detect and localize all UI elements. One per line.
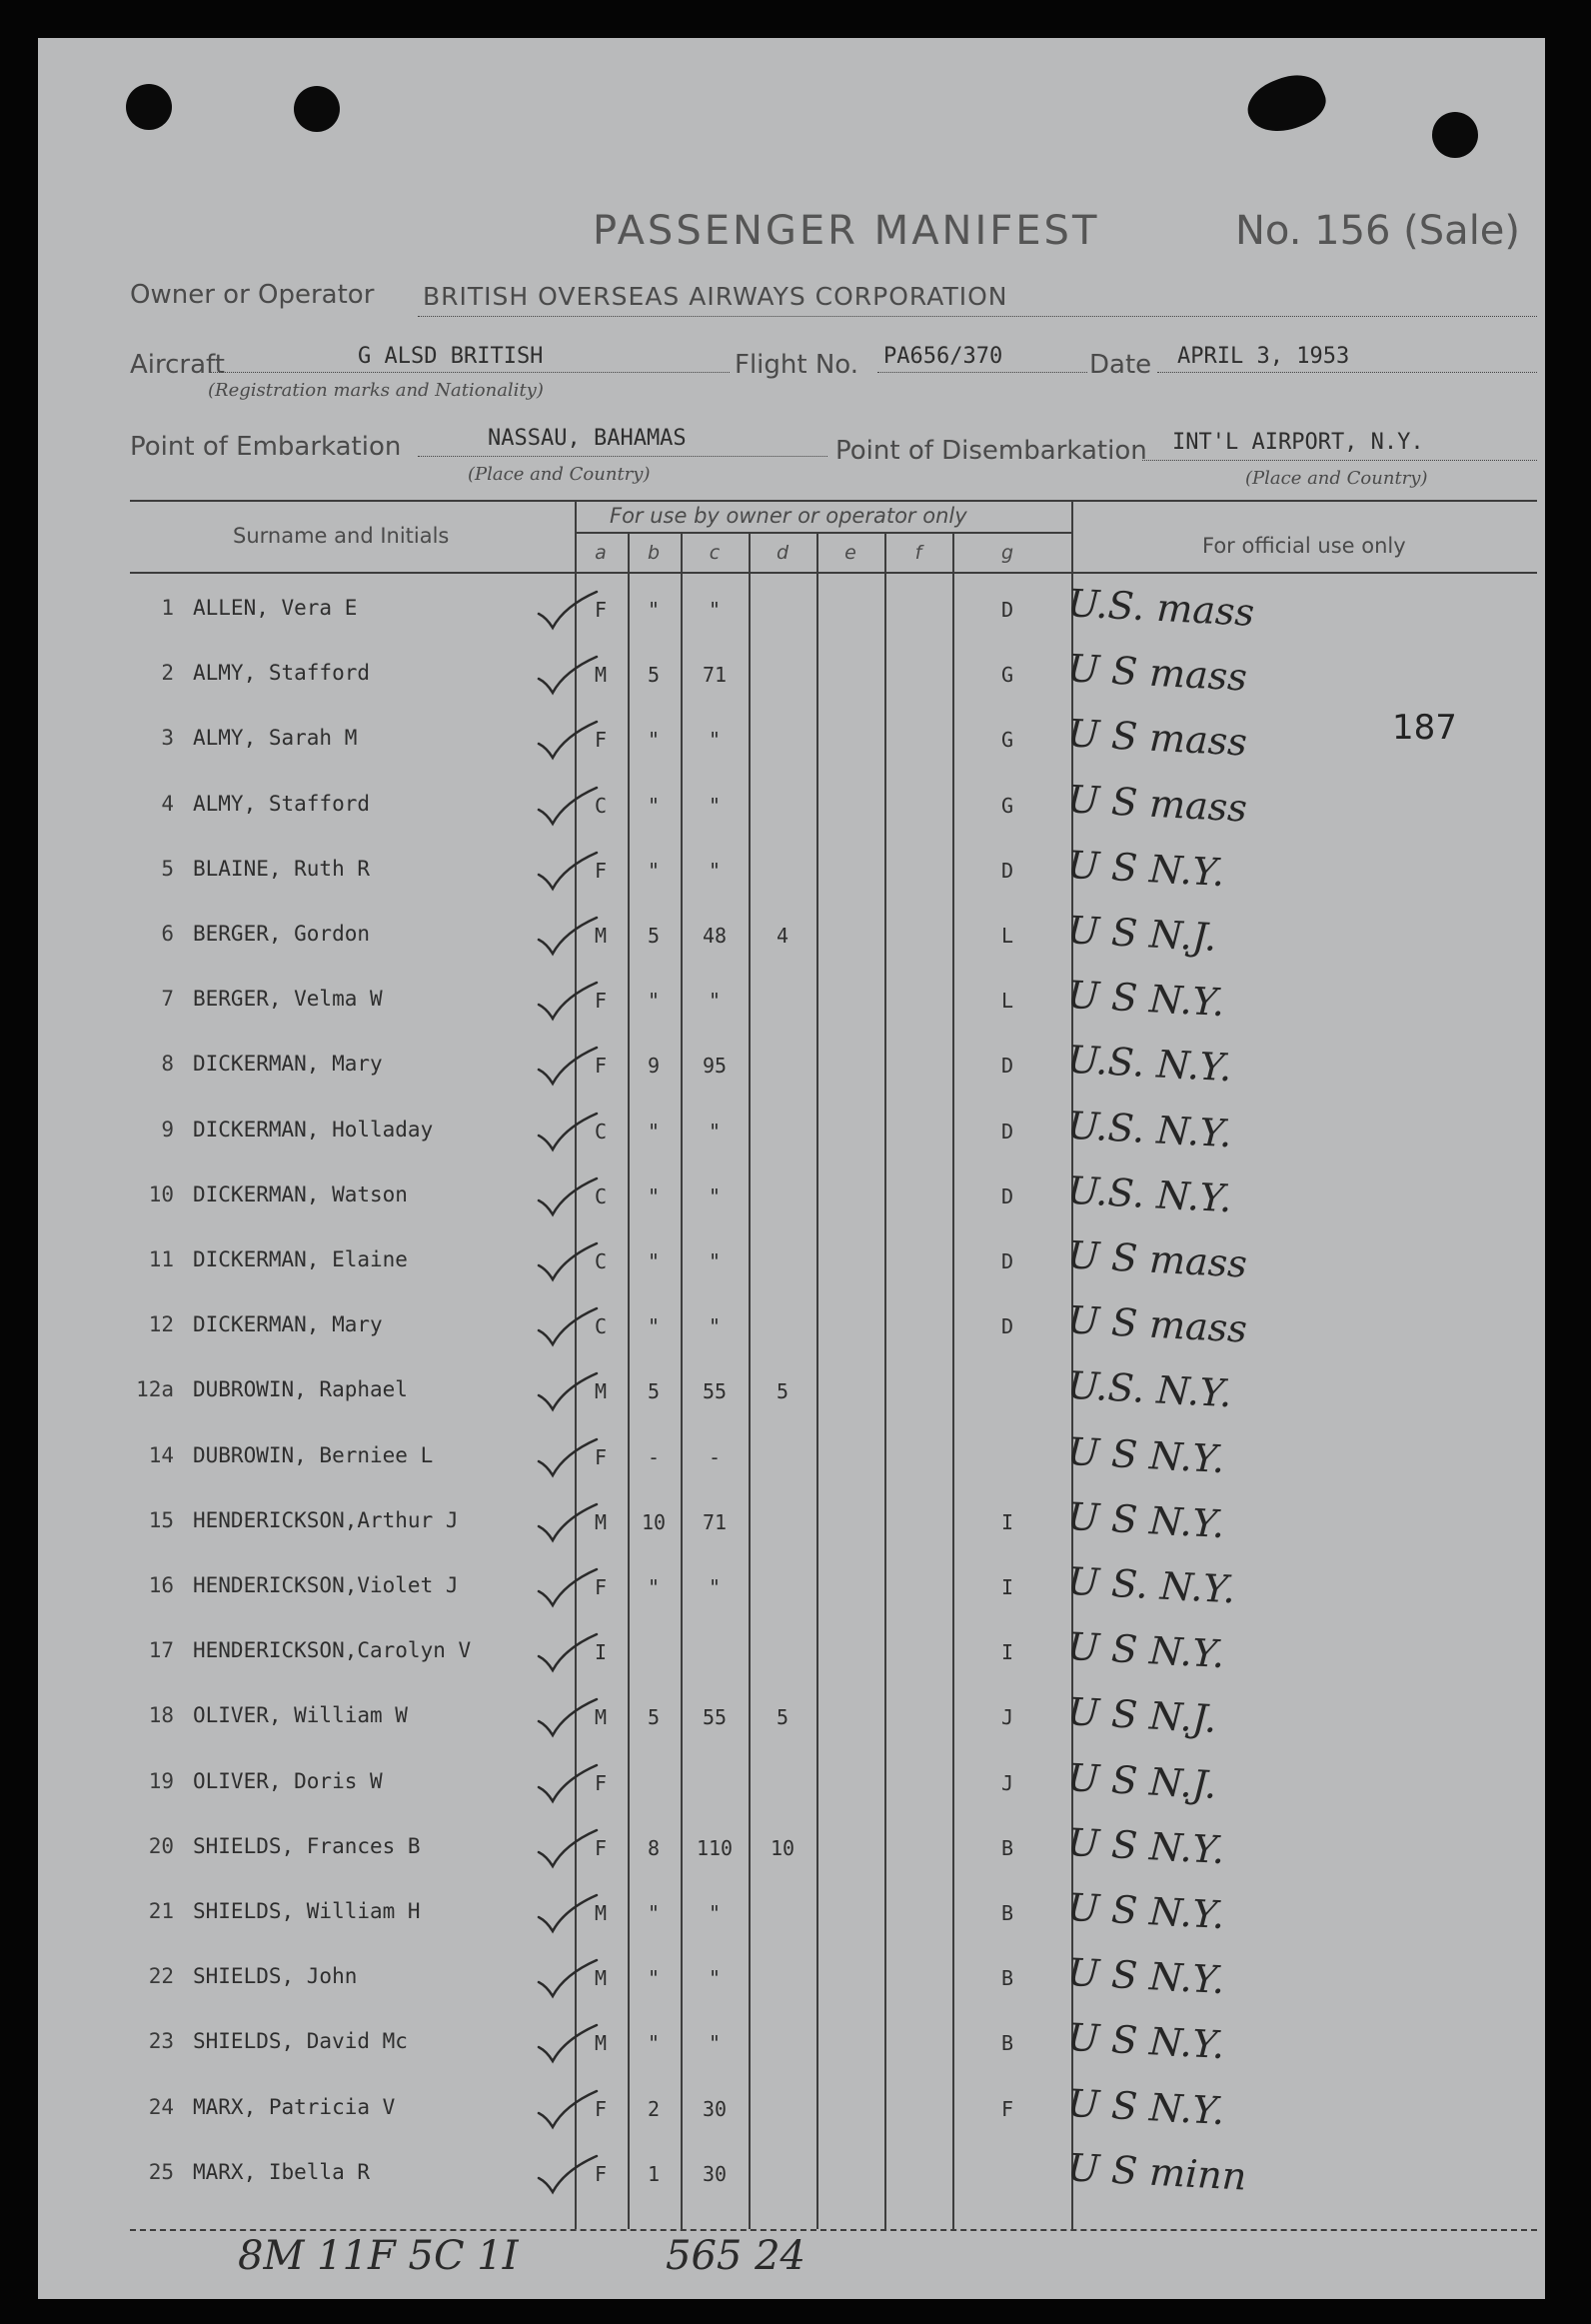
cell-a: F xyxy=(594,2161,608,2186)
cell-c: " xyxy=(708,598,722,622)
cell-a: F xyxy=(594,1054,608,1079)
cell-d: 10 xyxy=(770,1835,796,1860)
check-mark xyxy=(535,1369,605,1413)
official-note: U S N.Y. xyxy=(1065,1493,1226,1546)
column-divider xyxy=(952,534,954,2229)
passenger-name: DUBROWIN, Raphael xyxy=(193,1377,408,1402)
cell-a: M xyxy=(594,924,608,948)
check-mark xyxy=(535,1500,605,1544)
official-note: U S N.J. xyxy=(1065,1754,1218,1807)
official-note: U S N.J. xyxy=(1065,908,1218,960)
cell-b: 9 xyxy=(647,1054,661,1079)
cell-c: - xyxy=(708,1444,722,1469)
official-note: U.S. N.Y. xyxy=(1065,1103,1233,1156)
cell-c: " xyxy=(708,1575,722,1599)
check-mark xyxy=(535,2152,605,2196)
owner-underline xyxy=(418,316,1537,317)
flight-label: Flight No. xyxy=(735,350,859,380)
subheader-e: e xyxy=(844,542,856,564)
cell-b: " xyxy=(647,1314,661,1339)
official-note: U S N.Y. xyxy=(1065,1819,1226,1872)
col-owner-header: For use by owner or operator only xyxy=(610,504,967,528)
passenger-name: OLIVER, Doris W xyxy=(193,1768,383,1793)
row-number: 17 xyxy=(148,1638,174,1663)
subheader-c: c xyxy=(709,542,721,564)
passenger-name: HENDERICKSON,Carolyn V xyxy=(193,1638,472,1663)
cell-g: D xyxy=(1000,1183,1014,1208)
cell-g: J xyxy=(1000,1770,1014,1795)
cell-g: B xyxy=(1000,1835,1014,1860)
cell-b: " xyxy=(647,1119,661,1144)
flight-underline xyxy=(877,372,1087,373)
row-number: 3 xyxy=(161,726,174,751)
embarkation-note: (Place and Country) xyxy=(468,464,651,485)
official-note: U S N.Y. xyxy=(1065,1428,1226,1481)
row-number: 2 xyxy=(161,661,174,686)
row-number: 24 xyxy=(148,2094,174,2119)
cell-g: D xyxy=(1000,1314,1014,1339)
check-mark xyxy=(535,1110,605,1154)
aircraft-label: Aircraft xyxy=(130,350,225,380)
official-note: U.S. N.Y. xyxy=(1065,1363,1233,1416)
check-mark xyxy=(535,1891,605,1935)
passenger-name: DUBROWIN, Berniee L xyxy=(193,1442,434,1467)
cell-b: 5 xyxy=(647,663,661,688)
cell-g: B xyxy=(1000,1901,1014,1925)
row-number: 25 xyxy=(148,2159,174,2184)
official-note: U S N.Y. xyxy=(1065,1884,1226,1938)
cell-b: 8 xyxy=(647,1835,661,1860)
cell-b: 1 xyxy=(647,2161,661,2186)
aircraft-note: (Registration marks and Nationality) xyxy=(208,380,544,401)
cell-a: F xyxy=(594,989,608,1014)
check-mark xyxy=(535,588,605,632)
aircraft-value: G ALSD BRITISH xyxy=(358,344,544,369)
passenger-name: ALLEN, Vera E xyxy=(193,596,358,620)
row-number: 6 xyxy=(161,922,174,946)
table-top-rule xyxy=(130,500,1537,502)
official-note: U S N.Y. xyxy=(1065,973,1226,1026)
cell-g: J xyxy=(1000,1705,1014,1730)
cell-g: B xyxy=(1000,2031,1014,2056)
cell-a: C xyxy=(594,1249,608,1273)
row-number: 11 xyxy=(148,1247,174,1271)
cell-c: " xyxy=(708,858,722,883)
check-mark xyxy=(535,849,605,893)
embarkation-underline xyxy=(418,456,827,457)
check-mark xyxy=(535,653,605,697)
row-number: 8 xyxy=(161,1052,174,1077)
col-name-header: Surname and Initials xyxy=(233,524,450,548)
cell-g: D xyxy=(1000,598,1014,622)
column-divider xyxy=(749,534,751,2229)
passenger-name: DICKERMAN, Elaine xyxy=(193,1247,408,1271)
manifest-sheet xyxy=(38,38,1545,2299)
cell-g: G xyxy=(1000,663,1014,688)
row-number: 19 xyxy=(148,1768,174,1793)
check-mark xyxy=(535,2021,605,2065)
passenger-name: ALMY, Stafford xyxy=(193,791,371,816)
passenger-name: MARX, Ibella R xyxy=(193,2159,371,2184)
cell-b: 5 xyxy=(647,924,661,948)
manifest-number: No. 156 (Sale) xyxy=(1235,208,1521,254)
passenger-name: SHIELDS, Frances B xyxy=(193,1833,421,1858)
official-note: U S mass xyxy=(1065,646,1248,700)
passenger-name: ALMY, Stafford xyxy=(193,661,371,686)
embarkation-value: NASSAU, BAHAMAS xyxy=(488,426,687,451)
official-note: U S mass xyxy=(1065,1297,1248,1351)
official-note: U.S. mass xyxy=(1065,581,1256,635)
cell-a: F xyxy=(594,728,608,753)
official-note: U S mass xyxy=(1065,776,1248,831)
cell-b: " xyxy=(647,858,661,883)
cell-g: L xyxy=(1000,924,1014,948)
cell-g: B xyxy=(1000,1966,1014,1991)
official-note: U S minn xyxy=(1065,2145,1248,2199)
row-number: 16 xyxy=(148,1573,174,1597)
cell-b: " xyxy=(647,1901,661,1925)
cell-c: 55 xyxy=(702,1705,728,1730)
subheader-g: g xyxy=(1000,542,1014,564)
cell-g: G xyxy=(1000,793,1014,818)
cell-a: I xyxy=(594,1640,608,1665)
cell-g: L xyxy=(1000,989,1014,1014)
cell-b: 10 xyxy=(641,1509,667,1534)
row-number: 18 xyxy=(148,1703,174,1728)
footer-total: 565 24 xyxy=(666,2233,805,2279)
cell-g: D xyxy=(1000,1249,1014,1273)
cell-c: " xyxy=(708,1314,722,1339)
check-mark xyxy=(535,1239,605,1283)
check-mark xyxy=(535,1826,605,1870)
cell-b: - xyxy=(647,1444,661,1469)
table-bottom-rule xyxy=(130,2229,1537,2231)
cell-a: M xyxy=(594,663,608,688)
cell-a: C xyxy=(594,1183,608,1208)
row-number: 21 xyxy=(148,1899,174,1923)
ink-blot xyxy=(1240,65,1332,142)
official-note: U S N.J. xyxy=(1065,1689,1218,1742)
page-title: PASSENGER MANIFEST xyxy=(593,208,1100,254)
cell-a: F xyxy=(594,1444,608,1469)
subheader-f: f xyxy=(914,542,922,564)
owner-value: BRITISH OVERSEAS AIRWAYS CORPORATION xyxy=(423,282,1008,311)
cell-c: " xyxy=(708,1901,722,1925)
cell-c: " xyxy=(708,989,722,1014)
punch-hole xyxy=(294,86,340,132)
row-number: 22 xyxy=(148,1964,174,1989)
cell-g: D xyxy=(1000,1119,1014,1144)
cell-d: 5 xyxy=(776,1705,790,1730)
disembarkation-note: (Place and Country) xyxy=(1245,468,1428,489)
cell-c: " xyxy=(708,2031,722,2056)
row-number: 9 xyxy=(161,1117,174,1142)
cell-b: " xyxy=(647,598,661,622)
cell-a: M xyxy=(594,1509,608,1534)
owner-subheader-rule xyxy=(575,532,1071,534)
passenger-name: BERGER, Gordon xyxy=(193,922,371,946)
cell-c: 71 xyxy=(702,1509,728,1534)
cell-a: M xyxy=(594,1705,608,1730)
official-note: U S N.Y. xyxy=(1065,1950,1226,2003)
cell-a: F xyxy=(594,1770,608,1795)
table-header-rule xyxy=(130,572,1537,574)
check-mark xyxy=(535,1044,605,1088)
row-number: 5 xyxy=(161,856,174,881)
cell-c: 71 xyxy=(702,663,728,688)
date-label: Date xyxy=(1089,350,1152,380)
passenger-name: SHIELDS, David Mc xyxy=(193,2029,408,2054)
cell-c: " xyxy=(708,1119,722,1144)
cell-c: " xyxy=(708,1966,722,1991)
cell-b: " xyxy=(647,1966,661,1991)
official-note: U.S. N.Y. xyxy=(1065,1167,1233,1221)
passenger-name: ALMY, Sarah M xyxy=(193,726,358,751)
official-note: U S N.Y. xyxy=(1065,1624,1226,1677)
punch-hole xyxy=(126,84,172,130)
check-mark xyxy=(535,1565,605,1609)
cell-b: " xyxy=(647,1183,661,1208)
passenger-name: OLIVER, William W xyxy=(193,1703,408,1728)
date-value: APRIL 3, 1953 xyxy=(1177,344,1350,369)
cell-g: D xyxy=(1000,858,1014,883)
official-note: U S mass xyxy=(1065,711,1248,766)
cell-c: 30 xyxy=(702,2096,728,2121)
punch-hole xyxy=(1432,112,1478,158)
passenger-name: BERGER, Velma W xyxy=(193,987,383,1012)
check-mark xyxy=(535,1174,605,1218)
passenger-name: MARX, Patricia V xyxy=(193,2094,396,2119)
passenger-name: DICKERMAN, Mary xyxy=(193,1052,383,1077)
cell-c: " xyxy=(708,793,722,818)
cell-a: F xyxy=(594,1835,608,1860)
cell-c: " xyxy=(708,1249,722,1273)
check-mark xyxy=(535,1695,605,1739)
cell-a: M xyxy=(594,1966,608,1991)
row-number: 7 xyxy=(161,987,174,1012)
row-number: 10 xyxy=(148,1181,174,1206)
margin-number: 187 xyxy=(1392,708,1457,748)
aircraft-underline xyxy=(210,372,730,373)
footer-tally: 8M 11F 5C 1I xyxy=(238,2233,519,2279)
cell-b: " xyxy=(647,2031,661,2056)
row-number: 23 xyxy=(148,2029,174,2054)
check-mark xyxy=(535,1761,605,1805)
cell-a: M xyxy=(594,1901,608,1925)
cell-d: 5 xyxy=(776,1379,790,1404)
cell-g: I xyxy=(1000,1640,1014,1665)
cell-a: F xyxy=(594,858,608,883)
cell-b: " xyxy=(647,793,661,818)
cell-c: " xyxy=(708,1183,722,1208)
check-mark xyxy=(535,1956,605,2000)
cell-b: " xyxy=(647,1249,661,1273)
row-number: 4 xyxy=(161,791,174,816)
cell-g: I xyxy=(1000,1509,1014,1534)
cell-c: 30 xyxy=(702,2161,728,2186)
cell-c: 95 xyxy=(702,1054,728,1079)
check-mark xyxy=(535,1304,605,1348)
check-mark xyxy=(535,1435,605,1479)
cell-c: 110 xyxy=(696,1835,734,1860)
cell-a: F xyxy=(594,1575,608,1599)
cell-g: G xyxy=(1000,728,1014,753)
cell-a: M xyxy=(594,1379,608,1404)
column-divider xyxy=(681,534,683,2229)
cell-a: M xyxy=(594,2031,608,2056)
passenger-name: SHIELDS, William H xyxy=(193,1899,421,1923)
flight-value: PA656/370 xyxy=(883,344,1003,369)
cell-a: F xyxy=(594,2096,608,2121)
official-note: U S N.Y. xyxy=(1065,842,1226,895)
cell-a: C xyxy=(594,1119,608,1144)
disembarkation-label: Point of Disembarkation xyxy=(835,436,1147,466)
disembarkation-value: INT'L AIRPORT, N.Y. xyxy=(1172,430,1424,455)
cell-c: 55 xyxy=(702,1379,728,1404)
cell-c: " xyxy=(708,728,722,753)
passenger-name: DICKERMAN, Mary xyxy=(193,1312,383,1337)
cell-b: 5 xyxy=(647,1705,661,1730)
subheader-b: b xyxy=(647,542,661,564)
date-underline xyxy=(1157,372,1537,373)
cell-g: D xyxy=(1000,1054,1014,1079)
row-number: 12 xyxy=(148,1312,174,1337)
cell-b: 2 xyxy=(647,2096,661,2121)
cell-b: " xyxy=(647,1575,661,1599)
cell-a: F xyxy=(594,598,608,622)
passenger-name: SHIELDS, John xyxy=(193,1964,358,1989)
official-note: U S mass xyxy=(1065,1232,1248,1286)
cell-g: F xyxy=(1000,2096,1014,2121)
check-mark xyxy=(535,2087,605,2131)
cell-g: I xyxy=(1000,1575,1014,1599)
check-mark xyxy=(535,784,605,828)
check-mark xyxy=(535,979,605,1023)
cell-c: 48 xyxy=(702,924,728,948)
column-divider xyxy=(816,534,818,2229)
row-number: 14 xyxy=(148,1442,174,1467)
disembarkation-underline xyxy=(1142,460,1537,461)
cell-a: C xyxy=(594,793,608,818)
row-number: 12a xyxy=(136,1377,174,1402)
passenger-name: DICKERMAN, Holladay xyxy=(193,1117,434,1142)
cell-b: 5 xyxy=(647,1379,661,1404)
official-note: U S N.Y. xyxy=(1065,2015,1226,2068)
row-number: 1 xyxy=(161,596,174,620)
official-note: U.S. N.Y. xyxy=(1065,1038,1233,1091)
owner-label: Owner or Operator xyxy=(130,280,375,310)
passenger-name: BLAINE, Ruth R xyxy=(193,856,371,881)
subheader-a: a xyxy=(595,542,607,564)
row-number: 15 xyxy=(148,1507,174,1532)
embarkation-label: Point of Embarkation xyxy=(130,432,402,462)
passenger-name: HENDERICKSON,Violet J xyxy=(193,1573,459,1597)
check-mark xyxy=(535,914,605,958)
cell-a: C xyxy=(594,1314,608,1339)
row-number: 20 xyxy=(148,1833,174,1858)
check-mark xyxy=(535,1630,605,1674)
cell-b: " xyxy=(647,728,661,753)
check-mark xyxy=(535,718,605,762)
passenger-name: DICKERMAN, Watson xyxy=(193,1181,408,1206)
col-official-header: For official use only xyxy=(1202,534,1406,558)
cell-b: " xyxy=(647,989,661,1014)
passenger-name: HENDERICKSON,Arthur J xyxy=(193,1507,459,1532)
cell-d: 4 xyxy=(776,924,790,948)
official-note: U S. N.Y. xyxy=(1065,1558,1237,1612)
column-divider xyxy=(884,534,886,2229)
official-note: U S N.Y. xyxy=(1065,2080,1226,2133)
subheader-d: d xyxy=(776,542,790,564)
